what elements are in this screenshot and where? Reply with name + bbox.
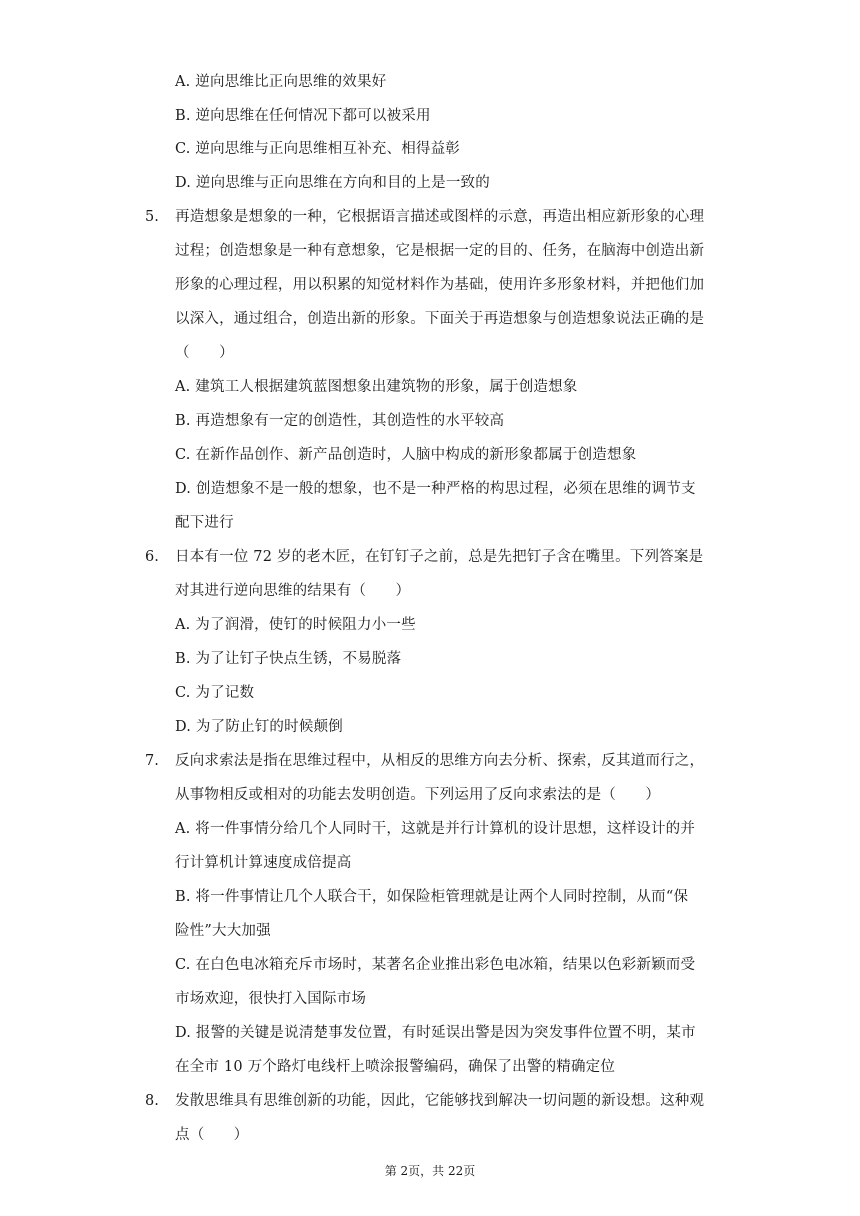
- q4-option-c: C. 逆向思维与正向思维相互补充、相得益彰: [175, 141, 460, 157]
- q7-number: 7.: [145, 753, 159, 769]
- q4-option-a: A. 逆向思维比正向思维的效果好: [175, 74, 387, 90]
- q4-option-b: B. 逆向思维在任何情况下都可以被采用: [175, 108, 431, 124]
- q5-option-a: A. 建筑工人根据建筑蓝图想象出建筑物的形象，属于创造想象: [175, 379, 578, 395]
- q5-stem-line: 以深入，通过组合，创造出新的形象。下面关于再造想象与创造想象说法正确的是: [175, 311, 705, 327]
- q5-stem-line: 形象的心理过程，用以积累的知觉材料作为基础，使用许多形象材料，并把他们加: [175, 277, 705, 293]
- q7-option-b-cont: 险性”大大加强: [175, 923, 271, 939]
- q7-stem-line: 反向求索法是指在思维过程中，从相反的思维方向去分析、探索，反其道而行之，: [175, 753, 705, 769]
- q5-option-b: B. 再造想象有一定的创造性，其创造性的水平较高: [175, 413, 505, 429]
- q6-option-d: D. 为了防止钉的时候颠倒: [175, 719, 343, 735]
- q5-stem-line: 再造想象是想象的一种，它根据语言描述或图样的示意，再造出相应新形象的心理: [175, 209, 705, 225]
- q6-stem-line: 日本有一位 72 岁的老木匠，在钉钉子之前，总是先把钉子含在嘴里。下列答案是: [175, 549, 704, 565]
- q5-number: 5.: [145, 209, 159, 225]
- q7-option-b: B. 将一件事情让几个人联合干，如保险柜管理就是让两个人同时控制，从而“保: [175, 889, 689, 905]
- q5-option-c: C. 在新作品创作、新产品创造时，人脑中构成的新形象都属于创造想象: [175, 447, 637, 463]
- q6-option-b: B. 为了让钉子快点生锈，不易脱落: [175, 651, 402, 667]
- q6-stem-line: 对其进行逆向思维的结果有（ ）: [175, 583, 411, 599]
- q7-stem-line: 从事物相反或相对的功能去发明创造。下列运用了反向求索法的是（ ）: [175, 787, 661, 803]
- q7-option-a: A. 将一件事情分给几个人同时干，这就是并行计算机的设计思想，这样设计的并: [175, 821, 696, 837]
- q5-option-d: D. 创造想象不是一般的想象，也不是一种严格的构思过程，必须在思维的调节支: [175, 481, 696, 497]
- q7-option-c-cont: 市场欢迎，很快打入国际市场: [175, 991, 367, 1007]
- q7-option-d: D. 报警的关键是说清楚事发位置，有时延误出警是因为突发事件位置不明，某市: [175, 1025, 696, 1041]
- q7-option-a-cont: 行计算机计算速度成倍提高: [175, 855, 352, 871]
- q8-stem-line: 发散思维具有思维创新的功能，因此，它能够找到解决一切问题的新设想。这种观: [175, 1093, 705, 1109]
- q8-number: 8.: [145, 1093, 159, 1109]
- q5-stem-line: 过程；创造想象是一种有意想象，它是根据一定的目的、任务，在脑海中创造出新: [175, 243, 705, 259]
- q5-answer-bracket: （ ）: [175, 345, 234, 361]
- q7-option-c: C. 在白色电冰箱充斥市场时，某著名企业推出彩色电冰箱，结果以色彩新颖而受: [175, 957, 696, 973]
- page-footer: 第 2页，共 22页: [384, 1164, 476, 1178]
- q6-number: 6.: [145, 549, 159, 565]
- q8-stem-line: 点（ ）: [175, 1127, 249, 1143]
- q5-option-d-cont: 配下进行: [175, 515, 234, 531]
- q6-option-a: A. 为了润滑，使钉的时候阻力小一些: [175, 617, 416, 633]
- q4-option-d: D. 逆向思维与正向思维在方向和目的上是一致的: [175, 175, 490, 191]
- q7-option-d-cont: 在全市 10 万个路灯电线杆上喷涂报警编码，确保了出警的精确定位: [175, 1059, 616, 1075]
- q6-option-c: C. 为了记数: [175, 685, 255, 701]
